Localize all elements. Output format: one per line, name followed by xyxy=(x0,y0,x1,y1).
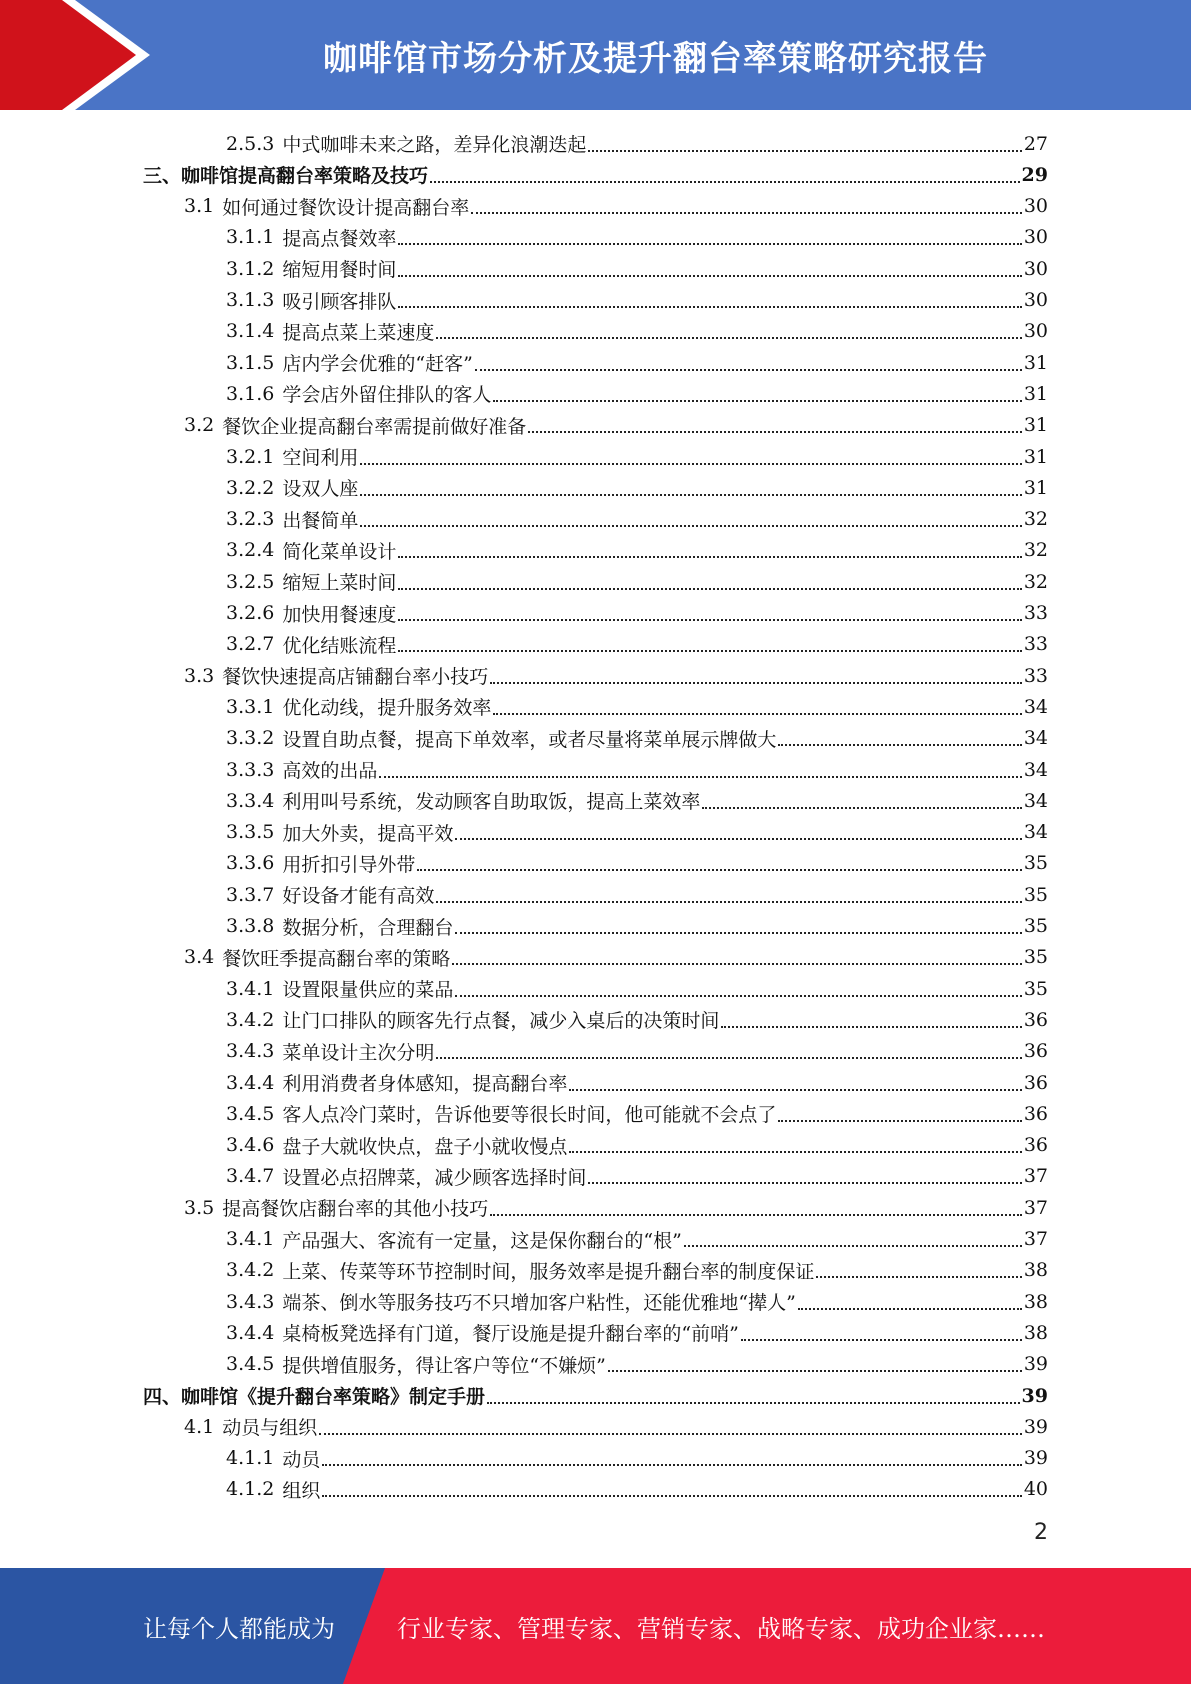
toc-entry-title: 餐饮企业提高翻台率需提前做好准备 xyxy=(222,415,527,438)
toc-entry-page: 35 xyxy=(1023,977,1048,1000)
toc-entry-title: 餐饮旺季提高翻台率的策略 xyxy=(222,947,451,970)
toc-entry-number: 2.5.3 xyxy=(226,132,275,155)
toc-entry-number: 3.4.7 xyxy=(226,1165,275,1188)
toc-entry-title: 利用叫号系统，发动顾客自助取饭，提高上菜效率 xyxy=(282,791,701,814)
toc-entry[interactable] xyxy=(226,723,1048,754)
toc-dot-leader xyxy=(322,1464,1021,1466)
toc-dot-leader xyxy=(452,963,1022,965)
toc-entry[interactable] xyxy=(226,973,1048,1004)
toc-entry[interactable] xyxy=(226,629,1048,660)
toc-entry[interactable] xyxy=(226,1443,1048,1474)
toc-entry-number: 3.2.5 xyxy=(226,570,275,593)
toc-dot-leader xyxy=(490,1214,1022,1216)
toc-entry-page: 38 xyxy=(1023,1290,1048,1313)
toc-entry-title: 吸引顾客排队 xyxy=(282,290,397,313)
toc-entry-page: 36 xyxy=(1023,1071,1048,1094)
toc-entry-title: 三、咖啡馆提高翻台率策略及技巧 xyxy=(143,165,429,188)
toc-entry-page: 35 xyxy=(1023,883,1048,906)
toc-entry-title: 缩短上菜时间 xyxy=(282,572,397,595)
toc-entry-page: 40 xyxy=(1023,1478,1048,1501)
toc-dot-leader xyxy=(493,400,1021,402)
toc-entry-title: 出餐简单 xyxy=(282,509,359,532)
toc-entry[interactable] xyxy=(226,253,1048,284)
toc-entry[interactable] xyxy=(226,285,1048,316)
toc-entry-number: 3.4.1 xyxy=(226,977,275,1000)
toc-entry-number: 3.3.5 xyxy=(226,821,275,844)
toc-entry[interactable] xyxy=(184,1192,1048,1223)
toc-entry[interactable] xyxy=(143,1380,1048,1411)
toc-dot-leader xyxy=(436,1057,1021,1059)
toc-entry-title: 中式咖啡未来之路，差异化浪潮迭起 xyxy=(282,134,587,156)
toc-entry[interactable] xyxy=(226,598,1048,629)
toc-dot-leader xyxy=(430,181,1020,183)
toc-entry[interactable] xyxy=(184,1411,1048,1442)
toc-entry-number: 3.3.8 xyxy=(226,915,275,937)
toc-entry-title: 产品强大、客流有一定量，这是保你翻台的“根” xyxy=(282,1229,682,1252)
toc-entry-title: 组织 xyxy=(282,1479,321,1502)
toc-entry[interactable] xyxy=(226,378,1048,409)
toc-dot-leader xyxy=(569,1151,1021,1153)
toc-entry-title: 提供增值服务，得让客户等位“不嫌烦” xyxy=(282,1354,606,1377)
toc-entry[interactable] xyxy=(226,1130,1048,1161)
toc-entry-page: 32 xyxy=(1023,508,1048,531)
toc-entry[interactable] xyxy=(226,1036,1048,1067)
toc-entry-number: 3.1.4 xyxy=(226,320,275,343)
toc-dot-leader xyxy=(569,1089,1021,1091)
toc-entry-page: 31 xyxy=(1023,414,1048,437)
toc-entry-title: 店内学会优雅的“赶客” xyxy=(282,353,473,376)
toc-dot-leader xyxy=(436,901,1021,903)
toc-entry-page: 38 xyxy=(1023,1259,1048,1282)
toc-entry[interactable] xyxy=(184,942,1048,973)
toc-entry-number: 3.4.4 xyxy=(226,1071,275,1094)
toc-dot-leader xyxy=(778,1120,1021,1122)
toc-entry-page: 30 xyxy=(1023,195,1048,218)
toc-entry-page: 27 xyxy=(1023,132,1048,155)
toc-entry[interactable] xyxy=(226,1224,1048,1255)
toc-entry-number: 3.4.5 xyxy=(226,1102,275,1125)
toc-entry-number: 4.1.2 xyxy=(226,1478,275,1501)
toc-entry-title: 菜单设计主次分明 xyxy=(282,1041,435,1064)
toc-dot-leader xyxy=(398,650,1021,652)
toc-entry-page: 35 xyxy=(1023,946,1048,969)
toc-entry-number: 3.3 xyxy=(184,664,215,687)
toc-entry[interactable] xyxy=(143,159,1048,190)
toc-entry[interactable] xyxy=(226,1255,1048,1286)
toc-dot-leader xyxy=(455,995,1021,997)
toc-dot-leader xyxy=(360,494,1021,496)
toc-dot-leader xyxy=(798,1308,1022,1310)
toc-entry-title: 提高餐饮店翻台率的其他小技巧 xyxy=(222,1198,489,1221)
toc-entry-number: 3.4.6 xyxy=(226,1134,275,1157)
toc-entry-page: 29 xyxy=(1021,163,1048,186)
toc-entry-number: 4.1 xyxy=(184,1415,215,1438)
toc-dot-leader xyxy=(398,306,1021,308)
toc-entry[interactable] xyxy=(184,660,1048,691)
toc-entry-title: 加快用餐速度 xyxy=(282,603,397,626)
toc-entry-page: 33 xyxy=(1023,633,1048,656)
toc-entry-title: 动员与组织 xyxy=(222,1417,318,1440)
toc-entry-number: 3.3.3 xyxy=(226,758,275,781)
toc-entry-page: 37 xyxy=(1023,1228,1048,1250)
toc-entry[interactable] xyxy=(226,1067,1048,1098)
toc-entry[interactable] xyxy=(226,535,1048,566)
toc-dot-leader xyxy=(398,556,1021,558)
toc-entry-title: 动员 xyxy=(282,1448,321,1471)
toc-entry-title: 设置限量供应的菜品 xyxy=(282,979,454,1002)
page-footer xyxy=(0,1568,1191,1684)
toc-entry-page: 37 xyxy=(1023,1165,1048,1188)
toc-entry-title: 设置必点招牌菜，减少顾客选择时间 xyxy=(282,1166,587,1189)
toc-entry-title: 设置自助点餐，提高下单效率，或者尽量将菜单展示牌做大 xyxy=(282,728,777,751)
toc-dot-leader xyxy=(471,212,1022,214)
toc-entry-page: 39 xyxy=(1023,1447,1048,1470)
toc-dot-leader xyxy=(702,807,1021,809)
toc-entry-title: 高效的出品 xyxy=(282,760,378,782)
toc-dot-leader xyxy=(398,588,1021,590)
toc-entry-title: 让门口排队的顾客先行点餐，减少入桌后的决策时间 xyxy=(282,1010,720,1033)
toc-entry-title: 利用消费者身体感知，提高翻台率 xyxy=(282,1073,568,1095)
toc-dot-leader xyxy=(417,869,1021,871)
toc-entry-number: 4.1.1 xyxy=(226,1447,275,1470)
toc-entry[interactable] xyxy=(226,848,1048,879)
toc-entry-number: 3.1.6 xyxy=(226,382,275,405)
toc-entry[interactable] xyxy=(226,441,1048,472)
toc-entry-number: 3.4.3 xyxy=(226,1040,275,1063)
toc-dot-leader xyxy=(588,1182,1021,1184)
toc-entry-number: 3.1.3 xyxy=(226,289,275,311)
toc-entry-page: 35 xyxy=(1023,915,1048,937)
toc-entry-number: 3.2.7 xyxy=(226,633,275,656)
toc-entry[interactable] xyxy=(226,754,1048,785)
toc-entry[interactable] xyxy=(226,347,1048,378)
toc-entry-page: 34 xyxy=(1023,695,1048,718)
toc-entry-page: 30 xyxy=(1023,289,1048,311)
toc-entry-number: 3.4.1 xyxy=(226,1228,275,1250)
toc-entry[interactable] xyxy=(226,817,1048,848)
toc-entry-page: 35 xyxy=(1023,852,1048,875)
toc-entry-title: 加大外卖，提高平效 xyxy=(282,822,454,845)
toc-entry-title: 设双人座 xyxy=(282,478,359,501)
toc-entry-page: 32 xyxy=(1023,539,1048,562)
toc-dot-leader xyxy=(721,1026,1021,1028)
toc-entry[interactable] xyxy=(226,1474,1048,1505)
toc-entry-number: 3.3.7 xyxy=(226,883,275,906)
toc-entry-title: 上菜、传菜等环节控制时间，服务效率是提升翻台率的制度保证 xyxy=(282,1260,815,1283)
toc-entry-title: 数据分析，合理翻台 xyxy=(282,916,454,939)
toc-entry-page: 31 xyxy=(1023,445,1048,468)
toc-entry-number: 3.4.2 xyxy=(226,1259,275,1282)
toc-dot-leader xyxy=(778,744,1021,746)
toc-dot-leader xyxy=(487,1402,1020,1404)
toc-entry[interactable] xyxy=(226,879,1048,910)
toc-dot-leader xyxy=(319,1433,1022,1435)
toc-entry[interactable] xyxy=(226,785,1048,816)
toc-entry-number: 3.2.2 xyxy=(226,476,275,499)
toc-entry-number: 3.1.1 xyxy=(226,226,275,249)
toc-entry-title: 学会店外留住排队的客人 xyxy=(282,384,492,407)
toc-entry-page: 30 xyxy=(1023,257,1048,280)
toc-entry-number: 3.2.6 xyxy=(226,602,275,624)
toc-entry-page: 34 xyxy=(1023,727,1048,750)
toc-entry[interactable] xyxy=(226,1004,1048,1035)
page-header xyxy=(0,0,1191,110)
toc-dot-leader xyxy=(455,838,1021,840)
toc-entry-number: 3.2.4 xyxy=(226,539,275,562)
toc-entry[interactable] xyxy=(226,1317,1048,1348)
toc-entry-page: 36 xyxy=(1023,1008,1048,1031)
toc-entry[interactable] xyxy=(226,504,1048,535)
toc-entry-title: 优化动线，提升服务效率 xyxy=(282,697,492,720)
toc-entry-page: 39 xyxy=(1023,1353,1048,1376)
document-title: 咖啡馆市场分析及提升翻台率策略研究报告 xyxy=(323,38,988,79)
toc-entry-title: 简化菜单设计 xyxy=(282,540,397,563)
toc-entry-number: 3.4.5 xyxy=(226,1353,275,1376)
toc-entry-number: 3.2.3 xyxy=(226,508,275,531)
toc-entry-page: 33 xyxy=(1023,664,1048,687)
toc-entry[interactable] xyxy=(226,691,1048,722)
toc-dot-leader xyxy=(398,619,1021,621)
toc-dot-leader xyxy=(475,369,1022,371)
toc-entry-number: 3.4.4 xyxy=(226,1321,275,1344)
toc-dot-leader xyxy=(588,150,1021,152)
toc-entry[interactable] xyxy=(226,472,1048,503)
toc-entry-page: 30 xyxy=(1023,320,1048,343)
toc-entry-number: 3.3.4 xyxy=(226,789,275,812)
toc-dot-leader xyxy=(398,243,1021,245)
toc-entry-page: 33 xyxy=(1023,602,1048,624)
toc-entry-page: 37 xyxy=(1023,1196,1048,1219)
toc-entry-page: 36 xyxy=(1023,1134,1048,1157)
toc-entry[interactable] xyxy=(184,410,1048,441)
toc-dot-leader xyxy=(684,1245,1022,1247)
footer-slogan-left: 让每个人都能成为 xyxy=(143,1614,335,1643)
toc-dot-leader xyxy=(379,776,1021,778)
toc-entry[interactable] xyxy=(226,128,1048,159)
toc-entry-title: 客人点冷门菜时，告诉他要等很长时间，他可能就不会点了 xyxy=(282,1104,777,1127)
toc-dot-leader xyxy=(493,713,1021,715)
toc-entry-title: 好设备才能有高效 xyxy=(282,885,435,908)
toc-entry-title: 如何通过餐饮设计提高翻台率 xyxy=(222,196,470,219)
toc-entry-page: 30 xyxy=(1023,226,1048,249)
toc-entry-title: 提高点菜上菜速度 xyxy=(282,321,435,344)
toc-entry-page: 39 xyxy=(1023,1415,1048,1438)
toc-dot-leader xyxy=(360,525,1021,527)
toc-entry-title: 桌椅板凳选择有门道，餐厅设施是提升翻台率的“前哨” xyxy=(282,1323,739,1346)
toc-entry-number: 3.4 xyxy=(184,946,215,969)
toc-entry-number: 3.5 xyxy=(184,1196,215,1219)
toc-entry-title: 餐饮快速提高店铺翻台率小技巧 xyxy=(222,666,489,689)
toc-entry[interactable] xyxy=(226,222,1048,253)
toc-dot-leader xyxy=(528,431,1022,433)
toc-entry-number: 3.3.2 xyxy=(226,727,275,750)
toc-entry-number: 3.1.5 xyxy=(226,351,275,374)
toc-entry-title: 四、咖啡馆《提升翻台率策略》制定手册 xyxy=(143,1386,486,1408)
toc-entry[interactable] xyxy=(226,316,1048,347)
toc-dot-leader xyxy=(436,337,1021,339)
toc-entry-number: 3.4.3 xyxy=(226,1290,275,1313)
toc-dot-leader xyxy=(322,1495,1021,1497)
toc-entry-number: 3.1.2 xyxy=(226,257,275,280)
toc-entry-page: 36 xyxy=(1023,1040,1048,1063)
toc-entry[interactable] xyxy=(226,566,1048,597)
toc-entry-number: 3.2.1 xyxy=(226,445,275,468)
toc-dot-leader xyxy=(608,1370,1022,1372)
toc-entry-page: 31 xyxy=(1023,476,1048,499)
toc-entry-page: 31 xyxy=(1023,382,1048,405)
toc-entry-title: 缩短用餐时间 xyxy=(282,259,397,282)
footer-slogan-right: 行业专家、管理专家、营销专家、战略专家、成功企业家…… xyxy=(397,1614,1045,1643)
toc-entry-page: 34 xyxy=(1023,758,1048,781)
toc-entry[interactable] xyxy=(226,911,1048,942)
toc-entry-page: 34 xyxy=(1023,821,1048,844)
toc-entry-page: 31 xyxy=(1023,351,1048,374)
toc-dot-leader xyxy=(398,275,1021,277)
toc-entry[interactable] xyxy=(226,1098,1048,1129)
toc-dot-leader xyxy=(455,932,1021,934)
toc-entry-number: 3.2 xyxy=(184,414,215,437)
toc-entry-number: 3.3.1 xyxy=(226,695,275,718)
toc-entry-page: 38 xyxy=(1023,1321,1048,1344)
toc-dot-leader xyxy=(490,682,1022,684)
toc-entry-title: 盘子大就收快点，盘子小就收慢点 xyxy=(282,1135,568,1158)
toc-entry[interactable] xyxy=(226,1161,1048,1192)
toc-entry[interactable] xyxy=(184,191,1048,222)
toc-entry-title: 提高点餐效率 xyxy=(282,227,397,250)
toc-entry-title: 优化结账流程 xyxy=(282,634,397,657)
toc-entry-page: 34 xyxy=(1023,789,1048,812)
toc-dot-leader xyxy=(741,1339,1022,1341)
toc-entry[interactable] xyxy=(226,1349,1048,1380)
toc-entry-number: 3.3.6 xyxy=(226,852,275,875)
toc-entry-title: 空间利用 xyxy=(282,447,359,469)
toc-entry-number: 3.4.2 xyxy=(226,1008,275,1031)
page-number: 2 xyxy=(1034,1520,1048,1545)
toc-entry-page: 39 xyxy=(1021,1384,1048,1407)
toc-dot-leader xyxy=(816,1276,1021,1278)
toc-dot-leader xyxy=(360,463,1021,465)
toc-entry[interactable] xyxy=(226,1286,1048,1317)
toc-entry-title: 用折扣引导外带 xyxy=(282,853,416,876)
toc-entry-page: 32 xyxy=(1023,570,1048,593)
toc-entry-page: 36 xyxy=(1023,1102,1048,1125)
toc-entry-number: 3.1 xyxy=(184,195,215,218)
toc-entry-title: 端茶、倒水等服务技巧不只增加客户粘性，还能优雅地“撵人” xyxy=(282,1292,796,1315)
